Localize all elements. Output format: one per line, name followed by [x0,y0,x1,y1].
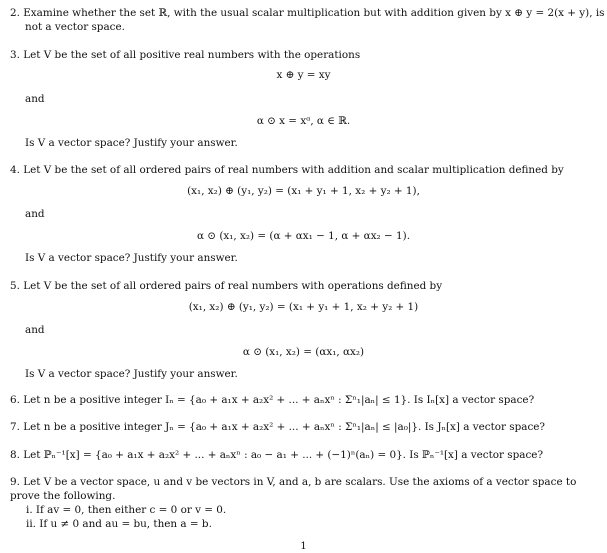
page-number: 1 [300,541,307,552]
problem-3-question: Is V a vector space? Justify your answer. [25,137,238,149]
problem-7: 7. Let n be a positive integer Jₙ = {a₀ + a₁x + a₂x² + ... + aₙxⁿ : Σⁿ₁|aₙ| ≤ |a₀|}. Is Jₙ[x] a vector space? [10,421,546,433]
problem-9-line-2: prove the following. [10,490,116,502]
problem-9-line-1: 9. Let V be a vector space, u and v be vectors in V, and a, b are scalars. Use the axioms of a vector space to [10,476,577,488]
problem-4-equation-1: (x₁, x₂) ⊕ (y₁, y₂) = (x₁ + y₁ + 1, x₂ + y₂ + 1), [187,185,420,197]
problem-2-line-2: not a vector space. [25,21,125,33]
problem-3-intro: 3. Let V be the set of all positive real numbers with the operations [10,49,361,61]
problem-5-question: Is V a vector space? Justify your answer. [25,368,238,380]
problem-3-and: and [25,93,45,105]
problem-4-question: Is V a vector space? Justify your answer. [25,252,238,264]
problem-6: 6. Let n be a positive integer Iₙ = {a₀ + a₁x + a₂x² + ... + aₙxⁿ : Σⁿ₁|aₙ| ≤ 1}. Is Iₙ[x] a vector space? [10,394,535,406]
problem-3-equation-1: x ⊕ y = xy [276,69,331,81]
problem-4-intro: 4. Let V be the set of all ordered pairs of real numbers with addition and scalar multiplication defined by [10,164,564,176]
problem-5-and: and [25,324,45,336]
problem-5-equation-2: α ⊙ (x₁, x₂) = (αx₁, αx₂) [242,346,365,358]
problem-9-item-i: i. If av = 0, then either c = 0 or v = 0. [26,504,227,516]
problem-9-item-ii: ii. If u ≠ 0 and au = bu, then a = b. [26,518,212,530]
problem-8: 8. Let ℙₙ⁻¹[x] = {a₀ + a₁x + a₂x² + ... + aₙxⁿ : a₀ − a₁ + ... + (−1)ⁿ(aₙ) = 0}. Is ℙₙ⁻¹[x] a vector space? [10,449,544,461]
problem-4-equation-2: α ⊙ (x₁, x₂) = (α + αx₁ − 1, α + αx₂ − 1). [196,230,410,242]
problem-5-intro: 5. Let V be the set of all ordered pairs of real numbers with operations defined by [10,280,443,292]
problem-5-equation-1: (x₁, x₂) ⊕ (y₁, y₂) = (x₁ + y₁ + 1, x₂ + y₂ + 1) [188,301,419,313]
problem-2-line-1: 2. Examine whether the set ℝ, with the usual scalar multiplication but with addition given by x ⊕ y = 2(x + y), is [10,7,605,19]
problem-4-and: and [25,208,45,220]
problem-3-equation-2: α ⊙ x = xᵅ, α ∈ ℝ. [256,115,351,127]
